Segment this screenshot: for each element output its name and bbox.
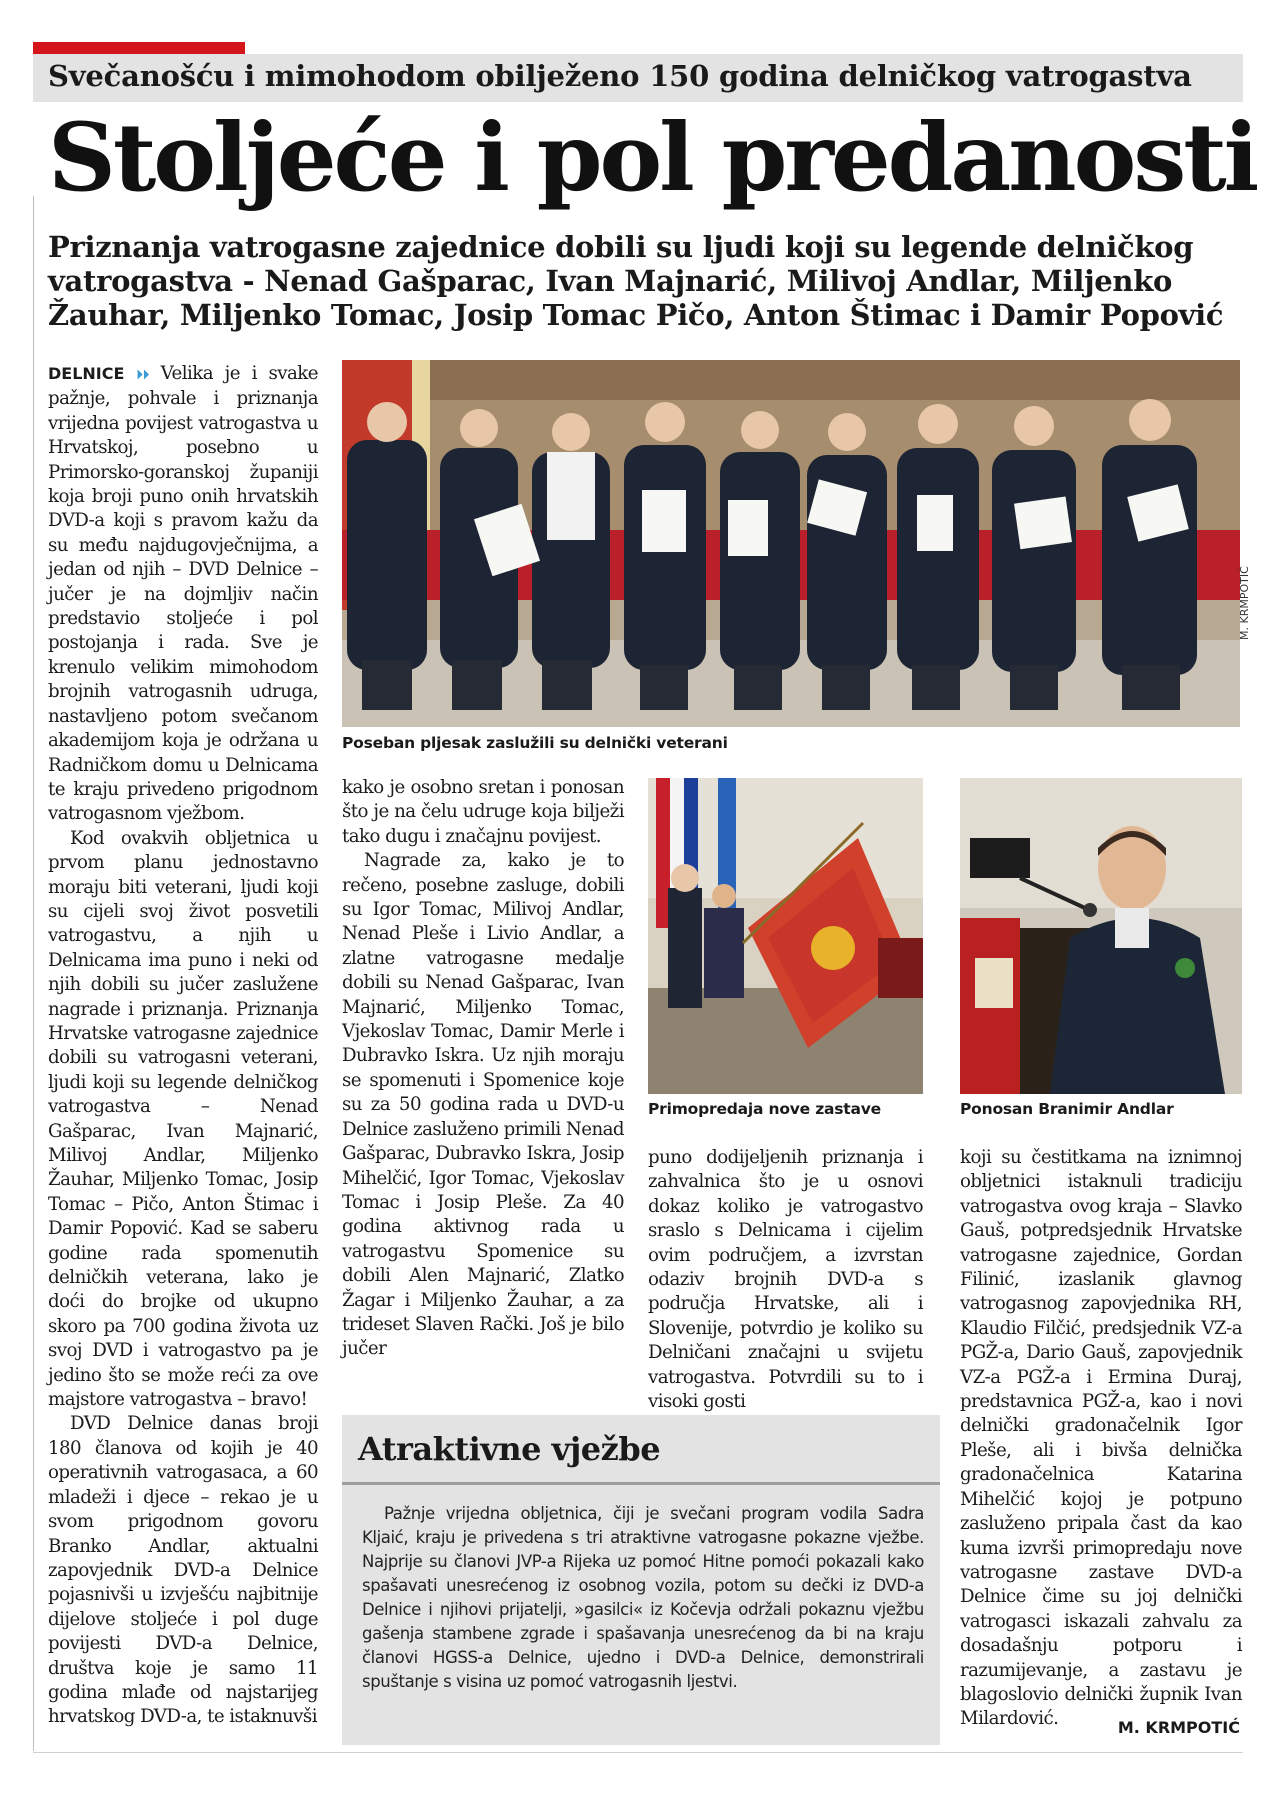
photo-credit: M. KRMPOTIĆ	[1238, 566, 1251, 640]
byline: M. KRMPOTIĆ	[1117, 1718, 1240, 1737]
sidebar-box-text: Pažnje vrijedna obljetnica, čiji je svečani program vodila Sadra Kljaić, kraju je privedena s tri atraktivne vatrogasne pokazne vježbe. Najprije su članovi JVP-a Rijeka uz pomoć Hitne pomoći pokazali kako spašavati unesrećenog iz osobnog vozila, potom su dečki iz DVD-a Delnice i njihovi prijatelji, »gasilci« iz Kočevja održali pokaznu vježbu gašenja stambene zgrade i spašavanja unesrećenog da bi na kraju članovi HGSS-a Delnice, ujedno i DVD-a Delnice, demonstrirali spuštanje s visina uz pomoć vatrogasnih ljestvi.	[362, 1504, 924, 1691]
dateline-arrow-icon: ⏵⏵	[136, 367, 149, 383]
kicker: Svečanošću i mimohodom obilježeno 150 godina delničkog vatrogastva	[48, 59, 1192, 93]
flag-handover-photo	[648, 778, 923, 1094]
text-column-1	[48, 362, 318, 1730]
paragraph-5: Nagrade za, kako je to rečeno, posebne zasluge, dobili su Igor Tomac, Milivoj Andlar, Nenad Pleše i Livio Andlar, a zlatne vatrogasne medalje dobili su Nenad Gašparac, Ivan Majnarić, Miljenko Tomac, Vjekoslav Tomac, Damir Merle i Dubravko Iskra. Uz njih moraju se spomenuti i Spomenice koje su za 50 godina rada u DVD-u Delnice zasluženo primili Nenad Gašparac, Dubravko Iskra, Josip Mihelčić, Igor Tomac, Vjekoslav Tomac i Josip Pleše. Za 40 godina aktivnog rada u vatrogastvu Spomenice su dobili Alen Majnarić, Zlatko Žagar i Miljenko Žauhar, a za trideset Slaven Rački. Još je bilo jučer	[342, 850, 624, 1360]
speaker-photo-caption: Ponosan Branimir Andlar	[960, 1100, 1174, 1118]
paragraph-7: koji su čestitkama na iznimnoj obljetnici istaknuli tradiciju vatrogastva ovog kraja – Slavko Gauš, potpredsjednik Hrvatske vatrogasne zajednice, Gordan Filinić, izaslanik glavnog vatrogasnog zapovjednika RH, Klaudio Filčić, predsjednik VZ-a PGŽ-a, Dario Gauš, zapovjednik VZ-a PGŽ-a i Ermina Duraj, predstavnica PGŽ-a, kao i novi delnički gradonačelnik Igor Pleše, ali i bivša delnička gradonačelnica Katarina Mihelčić kojoj je potpuno zasluženo pripala čast da kao kuma izvrši primopredaju nove vatrogasne zastave DVD-a Delnice čime su joj delnički vatrogasci iskazali zahvalu za dosadašnju potporu i razumijevanje, a zastavu je blagoslovio delnički župnik Ivan Milardović.	[960, 1147, 1242, 1730]
paragraph-2: Kod ovakvih obljetnica u prvom planu jednostavno moraju biti veterani, ljudi koji su cijeli svoj život posvetili vatrogastvu, a njih u Delnicama ima puno i neki od njih dobili su jučer zaslužene nagrade i priznanja. Priznanja Hrvatske vatrogasne zajednice dobili su vatrogasni veterani, ljudi koji su legende delničkog vatrogastva – Nenad Gašparac, Ivan Majnarić, Milivoj Andlar, Miljenko Žauhar, Miljenko Tomac, Josip Tomac – Pičo, Anton Štimac i Damir Popović. Kad se saberu godine rada spomenutih delničkih veterana, lako je doći do brojke od ukupno skoro pa 700 godina života uz svoj DVD i vatrogastvo pa je jedino što se može reći za ove majstore vatrogastva – bravo!	[48, 827, 318, 1411]
dateline: DELNICE	[48, 364, 125, 383]
bottom-rule	[33, 1752, 1243, 1753]
left-rule	[33, 196, 34, 1751]
accent-red-bar	[33, 42, 245, 54]
sidebar-box-title: Atraktivne vježbe	[358, 1430, 661, 1468]
sidebar-box-rule	[342, 1482, 940, 1485]
flag-photo-caption: Primopredaja nove zastave	[648, 1100, 881, 1118]
text-column-4	[960, 1146, 1242, 1732]
speaker-photo	[960, 778, 1242, 1094]
paragraph-1: DELNICE ⏵⏵ Velika je i svake pažnje, pohvale i priznanja vrijedna povijest vatrogastva u Hrvatskoj, posebno u Primorsko-goranskoj županiji koja broji puno onih hrvatskih DVD-a koji s pravom kažu da su među najdugovječnijma, a jedan od njih – DVD Delnice – jučer je na dojmljiv način predstavio stoljeće i pol postojanja i rada. Sve je krenulo velikim mimohodom brojnih vatrogasnih udruga, nastavljeno potom svečanom akademijom koja je održana u Radničkom domu u Delnicama te kraju privedeno prigodnom vatrogasnom vježbom.	[48, 363, 318, 825]
paragraph-4: kako je osobno sretan i ponosan što je na čelu udruge koja bilježi tako dugu i značajnu povijest.	[342, 777, 624, 847]
paragraph-3: DVD Delnice danas broji 180 članova od kojih je 40 operativnih vatrogasaca, a 60 mladeži i djece – rekao je u svom prigodnom govoru Branko Andlar, aktualni zapovjednik DVD-a Delnice pojasnivši u izvješću najbitnije dijelove stoljeće i pol duge povijesti DVD-a Delnice, društva koje je samo 11 godina mlađe od najstarijeg hrvatskog DVD-a, te istaknuvši	[48, 1413, 318, 1728]
text-column-3	[648, 1146, 923, 1414]
text-column-2	[342, 776, 624, 1362]
main-photo-veterans	[342, 360, 1240, 727]
standfirst: Priznanja vatrogasne zajednice dobili su ljudi koji su legende delničkog vatrogastva - Nenad Gašparac, Ivan Majnarić, Milivoj Andlar, Miljenko Žauhar, Miljenko Tomac, Josip Tomac Pičo, Anton Štimac i Damir Popović	[48, 230, 1224, 332]
paragraph-6: puno dodijeljenih priznanja i zahvalnica što je u osnovi dokaz koliko je vatrogastvo sraslo s Delnicama i cijelim ovim područjem, a izvrstan odaziv brojnih DVD-a s područja Hrvatske, ali i Slovenije, potvrdio je koliko su Delničani značajni u svijetu vatrogastva. Potvrdili su to i visoki gosti	[648, 1147, 923, 1413]
main-photo-caption: Poseban pljesak zaslužili su delnički veterani	[342, 734, 728, 752]
headline: Stoljeće i pol predanosti	[48, 103, 1257, 213]
